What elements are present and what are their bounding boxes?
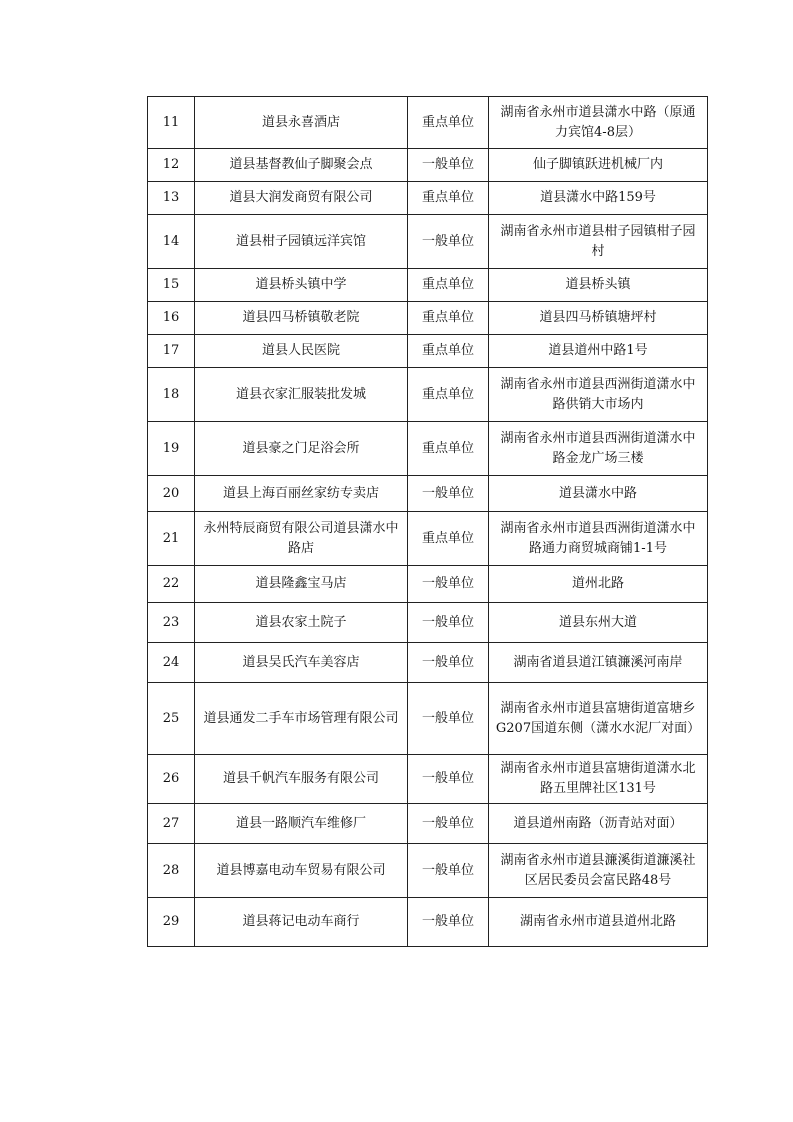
unit-type: 重点单位: [408, 422, 489, 476]
row-number: 25: [148, 683, 195, 755]
unit-address: 湖南省永州市道县柑子园镇柑子园村: [489, 215, 708, 269]
row-number: 29: [148, 898, 195, 947]
table-row: [148, 302, 708, 335]
unit-name: 道县永喜酒店: [195, 97, 408, 149]
unit-type: 一般单位: [408, 898, 489, 947]
unit-name: 道县农家土院子: [195, 603, 408, 643]
table-row: [148, 269, 708, 302]
unit-type: 一般单位: [408, 683, 489, 755]
unit-type: 重点单位: [408, 97, 489, 149]
unit-name: 永州特辰商贸有限公司道县潇水中路店: [195, 512, 408, 566]
unit-type: 一般单位: [408, 566, 489, 603]
unit-address: 道县道州南路（沥青站对面）: [489, 804, 708, 844]
unit-type: 一般单位: [408, 804, 489, 844]
unit-address: 仙子脚镇跃进机械厂内: [489, 149, 708, 182]
row-number: 28: [148, 844, 195, 898]
unit-address: 道县东州大道: [489, 603, 708, 643]
table-row: [148, 422, 708, 476]
unit-type: 一般单位: [408, 643, 489, 683]
unit-address: 湖南省永州市道县富塘街道富塘乡G207国道东侧（潇水水泥厂对面）: [489, 683, 708, 755]
row-number: 16: [148, 302, 195, 335]
row-number: 21: [148, 512, 195, 566]
row-number: 19: [148, 422, 195, 476]
unit-type: 重点单位: [408, 269, 489, 302]
unit-name: 道县一路顺汽车维修厂: [195, 804, 408, 844]
unit-type: 一般单位: [408, 476, 489, 512]
unit-type: 重点单位: [408, 182, 489, 215]
unit-address: 道县潇水中路159号: [489, 182, 708, 215]
unit-type: 一般单位: [408, 603, 489, 643]
table-row: [148, 512, 708, 566]
row-number: 11: [148, 97, 195, 149]
unit-type: 重点单位: [408, 368, 489, 422]
table-row: [148, 755, 708, 804]
unit-address: 道州北路: [489, 566, 708, 603]
row-number: 13: [148, 182, 195, 215]
table-row: [148, 603, 708, 643]
unit-type: 一般单位: [408, 149, 489, 182]
table-row: [148, 97, 708, 149]
unit-type: 重点单位: [408, 302, 489, 335]
unit-type: 一般单位: [408, 215, 489, 269]
row-number: 22: [148, 566, 195, 603]
unit-type: 一般单位: [408, 844, 489, 898]
table-row: [148, 368, 708, 422]
table-row: [148, 898, 708, 947]
unit-address: 湖南省永州市道县西洲街道潇水中路通力商贸城商铺1-1号: [489, 512, 708, 566]
table-row: [148, 182, 708, 215]
unit-name: 道县四马桥镇敬老院: [195, 302, 408, 335]
table-row: [148, 335, 708, 368]
row-number: 23: [148, 603, 195, 643]
unit-address: 湖南省永州市道县富塘街道潇水北路五里牌社区131号: [489, 755, 708, 804]
row-number: 24: [148, 643, 195, 683]
unit-name: 道县博嘉电动车贸易有限公司: [195, 844, 408, 898]
unit-name: 道县豪之门足浴会所: [195, 422, 408, 476]
table-row: [148, 215, 708, 269]
unit-address: 湖南省永州市道县濂溪街道濂溪社区居民委员会富民路48号: [489, 844, 708, 898]
table-row: [148, 476, 708, 512]
unit-name: 道县吴氏汽车美容店: [195, 643, 408, 683]
unit-name: 道县柑子园镇远洋宾馆: [195, 215, 408, 269]
unit-address: 道县桥头镇: [489, 269, 708, 302]
unit-name: 道县通发二手车市场管理有限公司: [195, 683, 408, 755]
unit-type: 一般单位: [408, 755, 489, 804]
table-row: [148, 804, 708, 844]
row-number: 14: [148, 215, 195, 269]
unit-address: 道县道州中路1号: [489, 335, 708, 368]
table-row: [148, 844, 708, 898]
row-number: 15: [148, 269, 195, 302]
unit-address: 湖南省永州市道县西洲街道潇水中路供销大市场内: [489, 368, 708, 422]
unit-address: 湖南省永州市道县潇水中路（原通力宾馆4-8层）: [489, 97, 708, 149]
unit-name: 道县千帆汽车服务有限公司: [195, 755, 408, 804]
table-row: [148, 683, 708, 755]
table-row: [148, 149, 708, 182]
unit-name: 道县人民医院: [195, 335, 408, 368]
row-number: 20: [148, 476, 195, 512]
unit-address: 道县潇水中路: [489, 476, 708, 512]
row-number: 17: [148, 335, 195, 368]
table-row: [148, 566, 708, 603]
row-number: 26: [148, 755, 195, 804]
unit-name: 道县隆鑫宝马店: [195, 566, 408, 603]
unit-name: 道县基督教仙子脚聚会点: [195, 149, 408, 182]
unit-type: 重点单位: [408, 512, 489, 566]
row-number: 27: [148, 804, 195, 844]
unit-type: 重点单位: [408, 335, 489, 368]
unit-name: 道县大润发商贸有限公司: [195, 182, 408, 215]
unit-name: 道县上海百丽丝家纺专卖店: [195, 476, 408, 512]
unit-address: 湖南省永州市道县道州北路: [489, 898, 708, 947]
unit-address: 湖南省永州市道县西洲街道潇水中路金龙广场三楼: [489, 422, 708, 476]
table-row: [148, 643, 708, 683]
row-number: 18: [148, 368, 195, 422]
unit-address: 道县四马桥镇塘坪村: [489, 302, 708, 335]
unit-address: 湖南省道县道江镇濂溪河南岸: [489, 643, 708, 683]
unit-name: 道县衣家汇服装批发城: [195, 368, 408, 422]
unit-name: 道县蒋记电动车商行: [195, 898, 408, 947]
row-number: 12: [148, 149, 195, 182]
unit-name: 道县桥头镇中学: [195, 269, 408, 302]
units-table: [147, 96, 708, 947]
